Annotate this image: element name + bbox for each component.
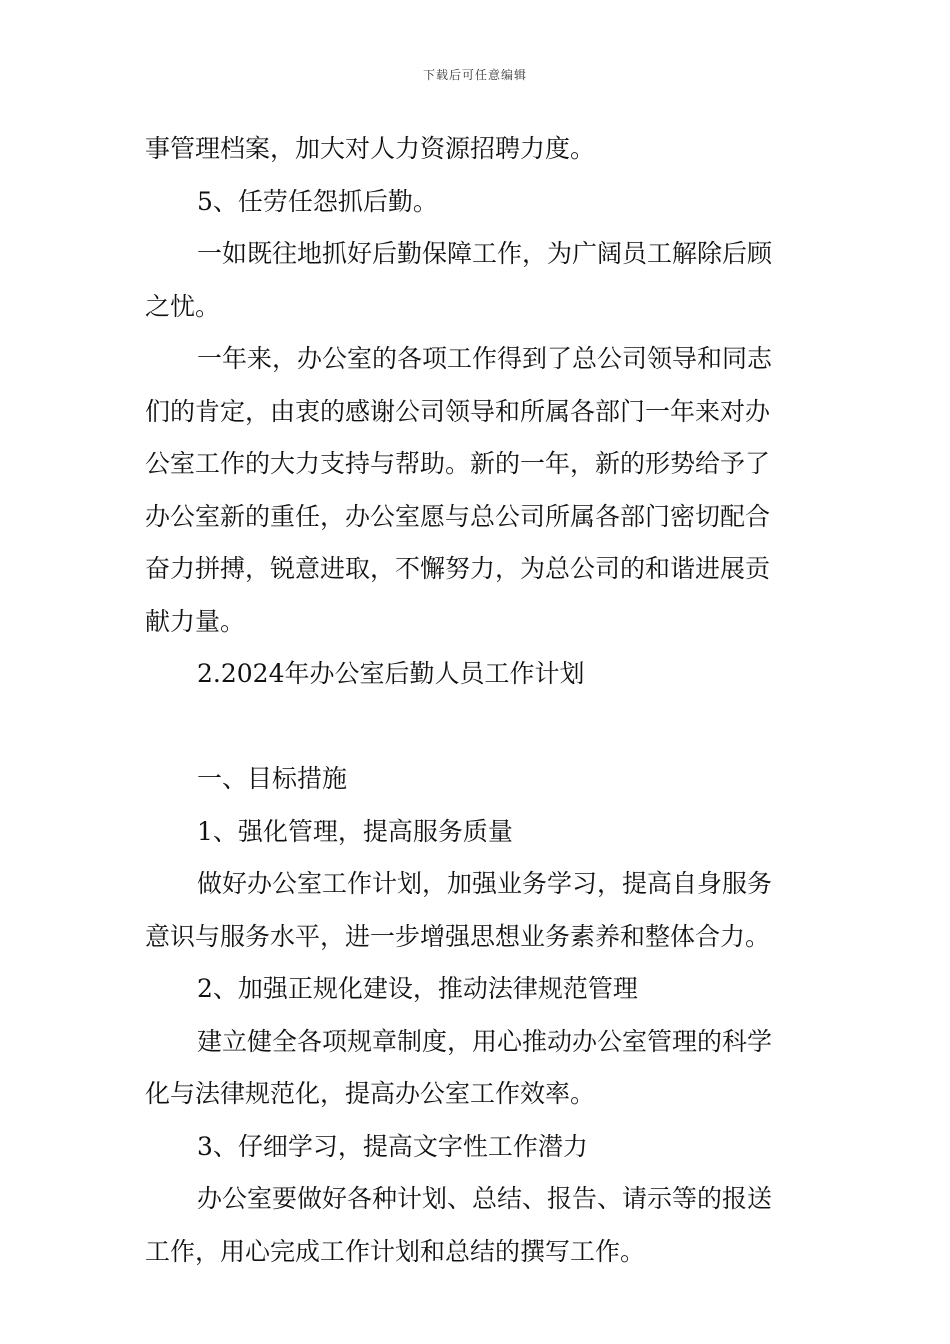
paragraph-line: 公室工作的大力支持与帮助。新的一年，新的形势给予了 bbox=[145, 449, 771, 478]
paragraph-line: 建立健全各项规章制度，用心推动办公室管理的科学 bbox=[197, 1026, 773, 1056]
section-heading: 3、仔细学习，提高文字性工作潜力 bbox=[197, 1131, 588, 1161]
paragraph-line: 意识与服务水平，进一步增强思想业务素养和整体合力。 bbox=[145, 921, 771, 951]
section-heading: 1、强化管理，提高服务质量 bbox=[197, 816, 513, 846]
paragraph-line: 献力量。 bbox=[145, 606, 246, 636]
paragraph-line: 做好办公室工作计划，加强业务学习，提高自身服务 bbox=[197, 869, 773, 898]
paragraph-line: 一如既往地抓好后勤保障工作，为广阔员工解除后顾 bbox=[197, 239, 773, 268]
paragraph-line: 办公室要做好各种计划、总结、报告、请示等的报送 bbox=[197, 1184, 773, 1213]
paragraph-line: 们的肯定，由衷的感谢公司领导和所属各部门一年来对办 bbox=[145, 396, 771, 426]
header-note: 下载后可任意编辑 bbox=[422, 68, 527, 82]
paragraph-line: 工作，用心完成工作计划和总结的撰写工作。 bbox=[145, 1236, 646, 1266]
paragraph-line: 一年来，办公室的各项工作得到了总公司领导和同志 bbox=[197, 344, 773, 373]
document-body bbox=[145, 123, 810, 1278]
section-heading: 5、任劳任怨抓后勤。 bbox=[197, 186, 438, 216]
section-heading: 2、加强正规化建设，推动法律规范管理 bbox=[197, 974, 638, 1003]
paragraph-line: 奋力拼搏，锐意进取，不懈努力，为总公司的和谐进展贡 bbox=[145, 554, 771, 583]
blank-gap bbox=[145, 701, 810, 754]
section-heading: 一、目标措施 bbox=[197, 764, 348, 793]
paragraph-line: 化与法律规范化，提高办公室工作效率。 bbox=[145, 1079, 596, 1108]
paragraph-line: 之忧。 bbox=[145, 291, 221, 321]
paragraph-line: 办公室新的重任，办公室愿与总公司所属各部门密切配合 bbox=[145, 501, 771, 531]
paragraph-line: 事管理档案，加大对人力资源招聘力度。 bbox=[145, 134, 596, 163]
document-title: 2.2024年办公室后勤人员工作计划 bbox=[197, 659, 585, 688]
